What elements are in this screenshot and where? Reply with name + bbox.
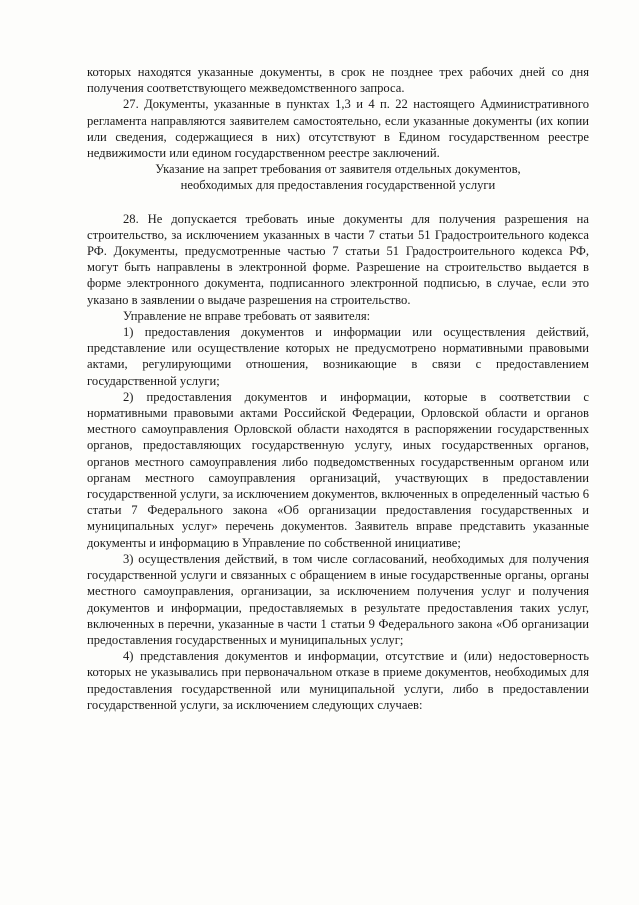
paragraph-continuation: которых находятся указанные документы, в срок не позднее трех рабочих дней со дня получения соответствующего межведомственного запроса. (87, 65, 589, 96)
paragraph-27: 27. Документы, указанные в пунктах 1,3 и 4 п. 22 настоящего Административного регламента направляются заявителем самостоятельно, если указанные документы (их копии или сведения, содержащиеся в них) отсутствуют в Едином государственном реестре недвижимости или едином государственном реестре заключений. (87, 97, 589, 161)
list-item-4: 4) представления документов и информации, отсутствие и (или) недостоверность которых не указывались при первоначальном отказе в приеме документов, необходимых для предоставления государственной или муниципальной услуги, либо в предоставлении государственной услуги, за исключением следующих случаев: (87, 649, 589, 712)
list-item-3: 3) осуществления действий, в том числе согласований, необходимых для получения государственной услуги и связанных с обращением в иные государственные органы, органы местного самоуправления, организации, за исключением получения услуг и получения документов и информации, предоставляемых в результате предоставления таких услуг, включенных в перечни, указанные в части 1 статьи 9 Федерального закона «Об организации предоставления государственных и муниципальных услуг; (87, 551, 589, 647)
list-item-1: 1) предоставления документов и информации или осуществления действий, представление или осуществление которых не предусмотрено нормативными правовыми актами, регулирующими отношения, возникающие в связи с предоставлением государственной услуги; (87, 325, 589, 388)
section-heading-line-2: необходимых для предоставления государственной услуги (180, 178, 496, 193)
paragraph-intro: Управление не вправе требовать от заявителя: (123, 308, 371, 323)
paragraph-28: 28. Не допускается требовать иные документы для получения разрешения на строительство, за исключением указанных в части 7 статьи 51 Градостроительного кодекса РФ. Документы, предусмотренные частью 7 статьи 51 Градостроительного кодекса РФ, могут быть направлены в электронной форме. Разрешение на строительство выдается в форме электронного документа, подписанного электронной подписью, в случае, если это указано в заявлении о выдаче разрешения на строительство. (87, 211, 589, 307)
spacer (87, 194, 589, 211)
list-item-2: 2) предоставления документов и информации, которые в соответствии с нормативными правовыми актами Российской Федерации, Орловской области и органов местного самоуправления Орловской области находятся в распоряжении государственных органов, предоставляющих государственную услугу, иных государственных органов, органов местного самоуправления либо подведомственных государственным органом или органам местного самоуправления организаций, участвующих в предоставлении государственной услуги, за исключением документов, включенных в определенный частью 6 статьи 7 Федерального закона «Об организации предоставления государственных и муниципальных услуг» перечень документов. Заявитель вправе представить указанные документы и информацию в Управление по собственной инициативе; (87, 389, 589, 550)
section-heading-line-1: Указание на запрет требования от заявителя отдельных документов, (155, 162, 521, 177)
